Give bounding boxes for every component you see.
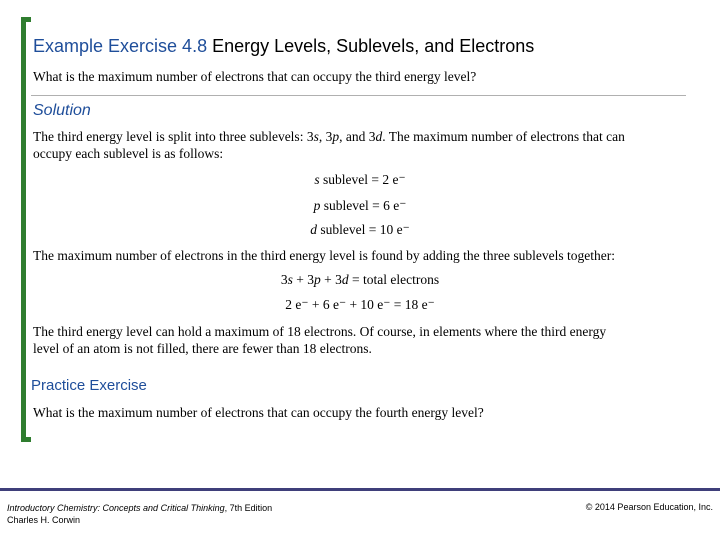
footer-copyright: © 2014 Pearson Education, Inc. <box>585 502 713 512</box>
footer-book-title: Introductory Chemistry: Concepts and Critical Thinking <box>7 503 225 513</box>
intro-s: s <box>313 129 319 144</box>
footer-author: Charles H. Corwin <box>7 515 81 525</box>
title-exercise-number: Example Exercise 4.8 <box>33 36 208 56</box>
solution-heading: Solution <box>33 102 91 119</box>
conclusion-text: The third energy level can hold a maximum of 18 electrons. Of course, in elements where the third energy level of an atom is not filled, there are fewer than 18 electrons. <box>33 324 607 356</box>
equation-sum: 2 e⁻ + 6 e⁻ + 10 e⁻ = 18 e⁻ <box>285 297 435 312</box>
intro-d: d <box>375 129 383 144</box>
sublevel-s-line <box>0 172 720 188</box>
sublevel-p-line <box>0 198 720 214</box>
page-title <box>33 36 534 57</box>
sublevel-d-line <box>0 222 720 238</box>
divider <box>31 95 686 96</box>
intro-text-2: , 3 <box>318 129 333 144</box>
eq-plus-3b: + 3 <box>320 272 342 287</box>
eq-d: d <box>341 272 349 287</box>
eq-plus-3: + 3 <box>292 272 315 287</box>
adding-text: The maximum number of electrons in the third energy level is found by adding the three sublevels together: <box>33 248 615 263</box>
eq-p: p <box>314 272 321 287</box>
equation-total <box>0 272 720 288</box>
exercise-question: What is the maximum number of electrons that can occupy the third energy level? <box>33 69 477 84</box>
sublevel-d-text: sublevel = 10 e⁻ <box>317 222 410 237</box>
sublevel-s-letter: s <box>314 172 320 187</box>
eq-s: s <box>287 272 293 287</box>
sublevel-p-letter: p <box>313 198 321 213</box>
eq-3: 3 <box>280 272 288 287</box>
practice-question: What is the maximum number of electrons that can occupy the fourth energy level? <box>33 405 484 420</box>
intro-text-4: . The maximum number of electrons that can occupy each sublevel is as follows: <box>33 129 625 161</box>
footer-edition: , 7th Edition <box>224 503 273 513</box>
intro-p: p <box>332 129 340 144</box>
sublevel-p-text: sublevel = 6 e⁻ <box>320 198 407 213</box>
footer-bar <box>0 488 720 491</box>
footer-citation <box>7 502 272 526</box>
practice-heading: Practice Exercise <box>31 377 147 394</box>
intro-text-1: The third energy level is split into three sublevels: 3 <box>33 129 314 144</box>
eq-total-text: = total electrons <box>348 272 440 287</box>
solution-intro <box>33 128 653 162</box>
title-topic: Energy Levels, Sublevels, and Electrons <box>207 36 535 56</box>
sublevel-s-text: sublevel = 2 e⁻ <box>319 172 406 187</box>
sublevel-d-letter: d <box>310 222 317 237</box>
intro-text-3: , and 3 <box>339 129 376 144</box>
